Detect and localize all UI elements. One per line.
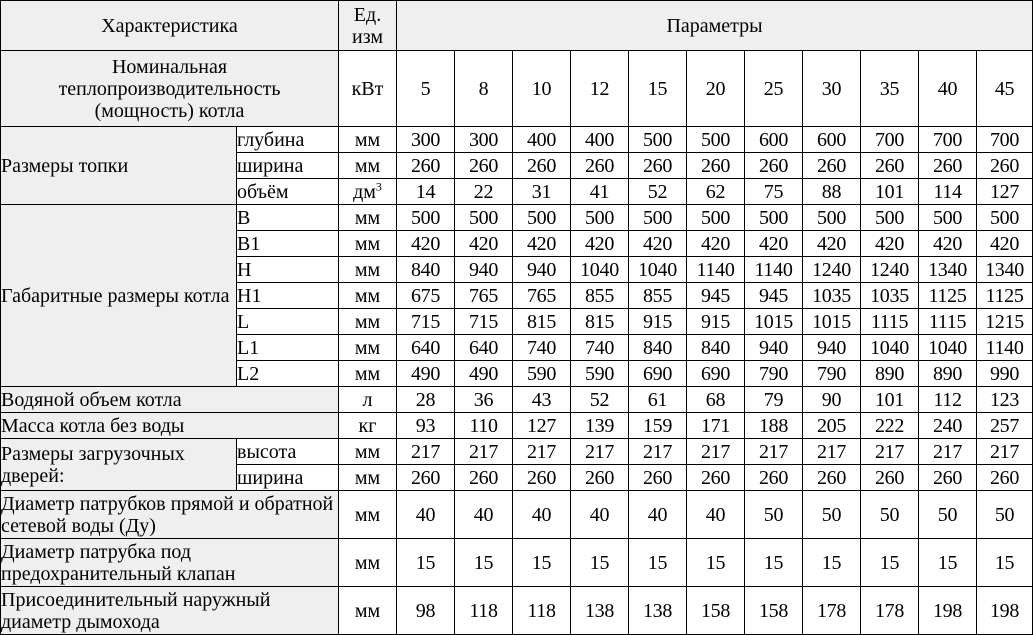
value-cell: 600	[745, 127, 803, 153]
table-row	[1, 205, 1033, 231]
value-cell: 840	[397, 257, 455, 283]
sub-label: H1	[237, 283, 339, 309]
value-cell: 61	[629, 387, 687, 413]
value-cell: 217	[745, 439, 803, 465]
group-label: Размеры топки	[1, 127, 237, 205]
header-unit	[339, 1, 397, 51]
unit-text: л	[362, 388, 373, 411]
value-cell: 420	[571, 231, 629, 257]
value-cell: 138	[629, 587, 687, 635]
value-cell: 28	[397, 387, 455, 413]
unit-text: мм	[354, 440, 381, 463]
value-cell: 1115	[919, 309, 977, 335]
table-row	[1, 491, 1033, 539]
value-cell: 118	[513, 587, 571, 635]
value-cell: 36	[455, 387, 513, 413]
value-cell: 158	[745, 587, 803, 635]
value-cell: 1140	[977, 335, 1033, 361]
unit-superscript: 3	[375, 178, 382, 193]
value-cell: 790	[745, 361, 803, 387]
unit-cell	[339, 153, 397, 179]
value-cell: 1040	[629, 257, 687, 283]
value-cell: 15	[629, 539, 687, 587]
value-cell: 260	[397, 465, 455, 491]
value-cell: 15	[745, 539, 803, 587]
row-label: Диаметр патрубков прямой и обратной сетевой воды (Ду)	[1, 491, 339, 539]
sub-label: B1	[237, 231, 339, 257]
unit-cell	[339, 491, 397, 539]
value-cell: 500	[629, 127, 687, 153]
value-cell: 101	[861, 179, 919, 205]
value-cell: 490	[455, 361, 513, 387]
unit-text: мм	[354, 551, 381, 574]
value-cell: 1140	[745, 257, 803, 283]
value-cell: 1340	[919, 257, 977, 283]
value-cell: 640	[455, 335, 513, 361]
value-cell: 171	[687, 413, 745, 439]
header-unit-line1: Ед.	[353, 3, 382, 26]
value-cell: 15	[455, 539, 513, 587]
value-cell: 890	[861, 361, 919, 387]
value-cell: 420	[629, 231, 687, 257]
value-cell: 159	[629, 413, 687, 439]
value-cell: 765	[455, 283, 513, 309]
value-cell: 500	[977, 205, 1033, 231]
value-cell: 123	[977, 387, 1033, 413]
value-cell: 500	[513, 205, 571, 231]
value-cell: 260	[977, 153, 1033, 179]
value-cell: 490	[397, 361, 455, 387]
value-cell: 222	[861, 413, 919, 439]
value-cell: 260	[571, 465, 629, 491]
value-cell: 1240	[803, 257, 861, 283]
power-value: 25	[745, 51, 803, 127]
sub-label: ширина	[237, 465, 339, 491]
value-cell: 198	[977, 587, 1033, 635]
value-cell: 40	[513, 491, 571, 539]
power-value: 15	[629, 51, 687, 127]
value-cell: 500	[861, 205, 919, 231]
value-cell: 420	[861, 231, 919, 257]
value-cell: 15	[919, 539, 977, 587]
value-cell: 700	[861, 127, 919, 153]
unit-text: мм	[354, 503, 381, 526]
value-cell: 420	[803, 231, 861, 257]
value-cell: 915	[687, 309, 745, 335]
value-cell: 41	[571, 179, 629, 205]
value-cell: 127	[977, 179, 1033, 205]
header-characteristic: Характеристика	[1, 1, 339, 51]
row-label: Присоединительный наружный диаметр дымохода	[1, 587, 339, 635]
value-cell: 500	[687, 127, 745, 153]
sub-label: глубина	[237, 127, 339, 153]
value-cell: 139	[571, 413, 629, 439]
value-cell: 260	[803, 153, 861, 179]
value-cell: 690	[687, 361, 745, 387]
table-row	[1, 387, 1033, 413]
value-cell: 178	[803, 587, 861, 635]
sub-label: B	[237, 205, 339, 231]
value-cell: 50	[977, 491, 1033, 539]
value-cell: 260	[861, 465, 919, 491]
value-cell: 15	[977, 539, 1033, 587]
unit-text: кг	[358, 414, 377, 437]
value-cell: 62	[687, 179, 745, 205]
value-cell: 890	[919, 361, 977, 387]
value-cell: 590	[513, 361, 571, 387]
value-cell: 400	[513, 127, 571, 153]
value-cell: 1040	[861, 335, 919, 361]
value-cell: 79	[745, 387, 803, 413]
value-cell: 500	[687, 205, 745, 231]
value-cell: 14	[397, 179, 455, 205]
unit-text: мм	[354, 310, 381, 333]
value-cell: 40	[397, 491, 455, 539]
spec-table-body	[1, 1, 1033, 635]
value-cell: 40	[687, 491, 745, 539]
value-cell: 675	[397, 283, 455, 309]
value-cell: 640	[397, 335, 455, 361]
value-cell: 260	[571, 153, 629, 179]
power-value: 10	[513, 51, 571, 127]
value-cell: 855	[571, 283, 629, 309]
value-cell: 765	[513, 283, 571, 309]
value-cell: 217	[919, 439, 977, 465]
unit-cell	[339, 361, 397, 387]
sub-label: ширина	[237, 153, 339, 179]
value-cell: 138	[571, 587, 629, 635]
power-value: 20	[687, 51, 745, 127]
value-cell: 1140	[687, 257, 745, 283]
value-cell: 945	[745, 283, 803, 309]
power-value: 12	[571, 51, 629, 127]
value-cell: 260	[455, 465, 513, 491]
unit-cell	[339, 539, 397, 587]
value-cell: 260	[861, 153, 919, 179]
value-cell: 715	[397, 309, 455, 335]
value-cell: 260	[513, 465, 571, 491]
header-row	[1, 1, 1033, 51]
row-label: Диаметр патрубка под предохранительный клапан	[1, 539, 339, 587]
value-cell: 40	[571, 491, 629, 539]
value-cell: 260	[629, 465, 687, 491]
value-cell: 1115	[861, 309, 919, 335]
value-cell: 198	[919, 587, 977, 635]
value-cell: 500	[455, 205, 513, 231]
value-cell: 260	[745, 465, 803, 491]
unit-cell	[339, 587, 397, 635]
value-cell: 840	[687, 335, 745, 361]
value-cell: 500	[919, 205, 977, 231]
value-cell: 112	[919, 387, 977, 413]
value-cell: 98	[397, 587, 455, 635]
value-cell: 500	[745, 205, 803, 231]
value-cell: 260	[687, 465, 745, 491]
value-cell: 260	[977, 465, 1033, 491]
value-cell: 1015	[745, 309, 803, 335]
value-cell: 840	[629, 335, 687, 361]
table-row	[1, 413, 1033, 439]
power-value: 45	[977, 51, 1033, 127]
value-cell: 500	[571, 205, 629, 231]
unit-cell	[339, 179, 397, 205]
value-cell: 1240	[861, 257, 919, 283]
value-cell: 260	[745, 153, 803, 179]
power-row	[1, 51, 1033, 127]
value-cell: 600	[803, 127, 861, 153]
value-cell: 940	[745, 335, 803, 361]
value-cell: 15	[513, 539, 571, 587]
value-cell: 855	[629, 283, 687, 309]
value-cell: 420	[687, 231, 745, 257]
unit-cell	[339, 439, 397, 465]
power-value: 30	[803, 51, 861, 127]
value-cell: 260	[919, 465, 977, 491]
value-cell: 790	[803, 361, 861, 387]
value-cell: 93	[397, 413, 455, 439]
value-cell: 940	[803, 335, 861, 361]
value-cell: 740	[513, 335, 571, 361]
value-cell: 68	[687, 387, 745, 413]
value-cell: 114	[919, 179, 977, 205]
value-cell: 740	[571, 335, 629, 361]
value-cell: 217	[803, 439, 861, 465]
value-cell: 940	[455, 257, 513, 283]
value-cell: 118	[455, 587, 513, 635]
value-cell: 50	[803, 491, 861, 539]
value-cell: 15	[861, 539, 919, 587]
value-cell: 1040	[571, 257, 629, 283]
value-cell: 500	[629, 205, 687, 231]
value-cell: 420	[397, 231, 455, 257]
value-cell: 400	[571, 127, 629, 153]
group-label: Размеры загрузочных дверей:	[1, 439, 237, 491]
value-cell: 217	[513, 439, 571, 465]
power-label	[1, 51, 339, 127]
value-cell: 110	[455, 413, 513, 439]
value-cell: 178	[861, 587, 919, 635]
value-cell: 1125	[977, 283, 1033, 309]
table-row	[1, 539, 1033, 587]
header-unit-line2: изм	[352, 25, 383, 48]
value-cell: 700	[977, 127, 1033, 153]
value-cell: 188	[745, 413, 803, 439]
sub-label: L1	[237, 335, 339, 361]
value-cell: 52	[629, 179, 687, 205]
value-cell: 240	[919, 413, 977, 439]
value-cell: 90	[803, 387, 861, 413]
value-cell: 75	[745, 179, 803, 205]
value-cell: 815	[513, 309, 571, 335]
unit-text: мм	[354, 154, 381, 177]
value-cell: 300	[397, 127, 455, 153]
value-cell: 15	[687, 539, 745, 587]
sub-label: высота	[237, 439, 339, 465]
unit-text: мм	[354, 232, 381, 255]
value-cell: 1340	[977, 257, 1033, 283]
unit-text: дм	[353, 180, 376, 203]
value-cell: 1215	[977, 309, 1033, 335]
value-cell: 590	[571, 361, 629, 387]
value-cell: 1125	[919, 283, 977, 309]
value-cell: 815	[571, 309, 629, 335]
value-cell: 260	[919, 153, 977, 179]
unit-text: мм	[354, 128, 381, 151]
value-cell: 1035	[803, 283, 861, 309]
value-cell: 205	[803, 413, 861, 439]
value-cell: 15	[571, 539, 629, 587]
unit-text: мм	[354, 599, 381, 622]
unit-cell	[339, 205, 397, 231]
value-cell: 1035	[861, 283, 919, 309]
unit-cell	[339, 231, 397, 257]
power-value: 35	[861, 51, 919, 127]
power-label-line2: теплопроизводительность	[58, 77, 281, 100]
unit-text: мм	[354, 362, 381, 385]
value-cell: 31	[513, 179, 571, 205]
unit-cell	[339, 309, 397, 335]
table-row	[1, 439, 1033, 465]
value-cell: 945	[687, 283, 745, 309]
value-cell: 990	[977, 361, 1033, 387]
value-cell: 260	[629, 153, 687, 179]
unit-cell	[339, 413, 397, 439]
value-cell: 50	[861, 491, 919, 539]
value-cell: 257	[977, 413, 1033, 439]
unit-cell	[339, 257, 397, 283]
unit-text: мм	[354, 336, 381, 359]
value-cell: 158	[687, 587, 745, 635]
value-cell: 1015	[803, 309, 861, 335]
header-parameters: Параметры	[397, 1, 1033, 51]
value-cell: 420	[455, 231, 513, 257]
value-cell: 22	[455, 179, 513, 205]
group-label: Габаритные размеры котла	[1, 205, 237, 387]
power-label-line1: Номинальная	[111, 55, 228, 78]
value-cell: 52	[571, 387, 629, 413]
value-cell: 50	[919, 491, 977, 539]
sub-label: L2	[237, 361, 339, 387]
value-cell: 50	[745, 491, 803, 539]
value-cell: 1040	[919, 335, 977, 361]
value-cell: 127	[513, 413, 571, 439]
value-cell: 420	[977, 231, 1033, 257]
value-cell: 715	[455, 309, 513, 335]
value-cell: 690	[629, 361, 687, 387]
table-row	[1, 127, 1033, 153]
sub-label: объём	[237, 179, 339, 205]
value-cell: 300	[455, 127, 513, 153]
value-cell: 940	[513, 257, 571, 283]
table-row	[1, 587, 1033, 635]
value-cell: 217	[977, 439, 1033, 465]
value-cell: 15	[397, 539, 455, 587]
value-cell: 420	[513, 231, 571, 257]
value-cell: 217	[455, 439, 513, 465]
sub-label: L	[237, 309, 339, 335]
row-label: Масса котла без воды	[1, 413, 339, 439]
value-cell: 260	[687, 153, 745, 179]
value-cell: 15	[803, 539, 861, 587]
unit-text: мм	[354, 284, 381, 307]
unit-text: мм	[354, 258, 381, 281]
value-cell: 101	[861, 387, 919, 413]
value-cell: 420	[745, 231, 803, 257]
unit-cell	[339, 283, 397, 309]
unit-cell	[339, 335, 397, 361]
value-cell: 217	[397, 439, 455, 465]
unit-cell	[339, 465, 397, 491]
value-cell: 420	[919, 231, 977, 257]
value-cell: 43	[513, 387, 571, 413]
unit-text: мм	[354, 206, 381, 229]
value-cell: 260	[803, 465, 861, 491]
value-cell: 217	[861, 439, 919, 465]
value-cell: 40	[629, 491, 687, 539]
unit-cell	[339, 387, 397, 413]
power-value: 5	[397, 51, 455, 127]
unit-text: мм	[354, 466, 381, 489]
unit-cell	[339, 127, 397, 153]
power-value: 8	[455, 51, 513, 127]
value-cell: 260	[397, 153, 455, 179]
value-cell: 700	[919, 127, 977, 153]
value-cell: 260	[513, 153, 571, 179]
power-label-line3: (мощность) котла	[94, 99, 245, 122]
power-value: 40	[919, 51, 977, 127]
value-cell: 500	[803, 205, 861, 231]
value-cell: 217	[687, 439, 745, 465]
row-label: Водяной объем котла	[1, 387, 339, 413]
value-cell: 260	[455, 153, 513, 179]
power-unit: кВт	[339, 51, 397, 127]
value-cell: 88	[803, 179, 861, 205]
sub-label: H	[237, 257, 339, 283]
value-cell: 915	[629, 309, 687, 335]
value-cell: 40	[455, 491, 513, 539]
value-cell: 500	[397, 205, 455, 231]
value-cell: 217	[571, 439, 629, 465]
value-cell: 217	[629, 439, 687, 465]
